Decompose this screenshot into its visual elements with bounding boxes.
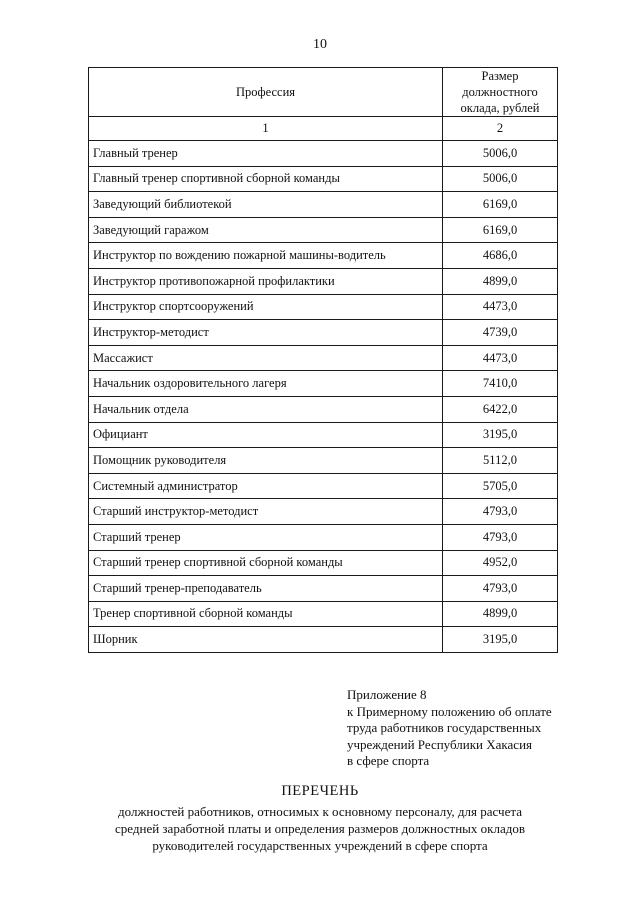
salary-cell: 4899,0 xyxy=(443,601,558,627)
profession-cell: Инструктор по вождению пожарной машины-водитель xyxy=(89,243,443,269)
salary-cell: 4739,0 xyxy=(443,320,558,346)
table-row xyxy=(89,166,558,192)
list-description-line: средней заработной платы и определения размеров должностных окладов xyxy=(115,821,525,836)
salary-cell: 4793,0 xyxy=(443,576,558,602)
list-description xyxy=(0,803,640,854)
profession-cell: Старший инструктор-методист xyxy=(89,499,443,525)
profession-cell: Главный тренер xyxy=(89,141,443,167)
table-row xyxy=(89,550,558,576)
table-row xyxy=(89,192,558,218)
list-title: ПЕРЕЧЕНЬ xyxy=(281,783,359,799)
salary-cell: 7410,0 xyxy=(443,371,558,397)
table-row xyxy=(89,627,558,653)
annex-line: к Примерному положению об оплате xyxy=(347,703,552,719)
salary-cell: 6169,0 xyxy=(443,217,558,243)
profession-cell: Старший тренер xyxy=(89,524,443,550)
salary-cell: 5705,0 xyxy=(443,473,558,499)
table-row xyxy=(89,524,558,550)
annex-block xyxy=(347,687,607,770)
table-row xyxy=(89,243,558,269)
table-row xyxy=(89,268,558,294)
table-body xyxy=(89,141,558,653)
profession-cell: Инструктор противопожарной профилактики xyxy=(89,268,443,294)
header-salary: Размер должностного оклада, рублей xyxy=(443,68,558,117)
table-row xyxy=(89,576,558,602)
profession-cell: Тренер спортивной сборной команды xyxy=(89,601,443,627)
annex-line: труда работников государственных xyxy=(347,720,542,735)
salary-cell: 4793,0 xyxy=(443,499,558,525)
column-number-1: 1 xyxy=(89,117,443,141)
table-row xyxy=(89,601,558,627)
salary-cell: 4686,0 xyxy=(443,243,558,269)
table-row xyxy=(89,473,558,499)
table-row xyxy=(89,499,558,525)
list-description-line: руководителей государственных учреждений в сфере спорта xyxy=(152,838,488,853)
table-row xyxy=(89,217,558,243)
table-header xyxy=(89,68,558,141)
salary-cell: 4899,0 xyxy=(443,268,558,294)
table-row xyxy=(89,448,558,474)
header-profession: Профессия xyxy=(89,68,443,117)
column-number-row xyxy=(89,117,558,141)
profession-cell: Системный администратор xyxy=(89,473,443,499)
table-row xyxy=(89,345,558,371)
profession-cell: Заведующий библиотекой xyxy=(89,192,443,218)
column-number-2: 2 xyxy=(443,117,558,141)
profession-cell: Инструктор-методист xyxy=(89,320,443,346)
salary-cell: 4473,0 xyxy=(443,294,558,320)
salary-cell: 5006,0 xyxy=(443,141,558,167)
salary-cell: 3195,0 xyxy=(443,627,558,653)
page-number: 10 xyxy=(313,37,327,52)
salary-cell: 5006,0 xyxy=(443,166,558,192)
list-description-line: должностей работников, относимых к основному персоналу, для расчета xyxy=(118,804,522,819)
table-row xyxy=(89,396,558,422)
salary-cell: 3195,0 xyxy=(443,422,558,448)
profession-cell: Массажист xyxy=(89,345,443,371)
salary-cell: 6169,0 xyxy=(443,192,558,218)
profession-cell: Главный тренер спортивной сборной команды xyxy=(89,166,443,192)
table-row xyxy=(89,371,558,397)
table-row xyxy=(89,320,558,346)
profession-cell: Начальник оздоровительного лагеря xyxy=(89,371,443,397)
annex-title: Приложение 8 xyxy=(347,687,427,702)
profession-cell: Старший тренер-преподаватель xyxy=(89,576,443,602)
profession-cell: Инструктор спортсооружений xyxy=(89,294,443,320)
profession-cell: Начальник отдела xyxy=(89,396,443,422)
table-row xyxy=(89,422,558,448)
profession-cell: Шорник xyxy=(89,627,443,653)
annex-line: учреждений Республики Хакасия xyxy=(347,736,533,752)
profession-cell: Старший тренер спортивной сборной команды xyxy=(89,550,443,576)
salary-cell: 6422,0 xyxy=(443,396,558,422)
salary-cell: 4952,0 xyxy=(443,550,558,576)
profession-cell: Официант xyxy=(89,422,443,448)
salary-cell: 5112,0 xyxy=(443,448,558,474)
table-row xyxy=(89,141,558,167)
salary-cell: 4473,0 xyxy=(443,345,558,371)
salary-cell: 4793,0 xyxy=(443,524,558,550)
table-row xyxy=(89,294,558,320)
salary-table xyxy=(88,67,558,653)
profession-cell: Помощник руководителя xyxy=(89,448,443,474)
annex-line: в сфере спорта xyxy=(347,753,430,768)
table-header-row xyxy=(89,68,558,117)
profession-cell: Заведующий гаражом xyxy=(89,217,443,243)
